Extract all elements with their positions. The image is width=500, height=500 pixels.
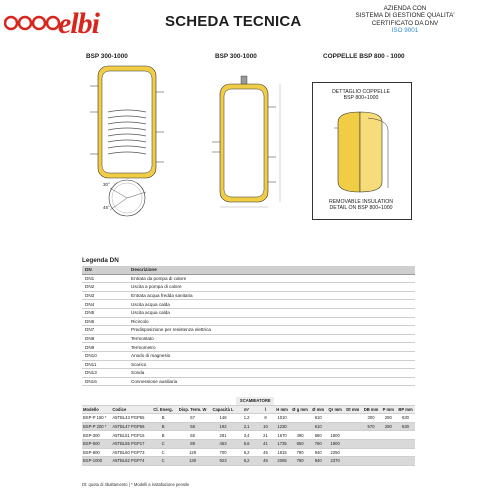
legend-dn-cell: DN3 [82,291,128,300]
spec-cell [396,457,415,466]
spec-cell: 790 [290,457,310,466]
spec-cell: 1230 [274,422,290,431]
spec-cell: 490 [290,431,310,440]
spec-cell: 45 [257,448,274,457]
spec-header-row [82,405,415,414]
spec-row [82,448,415,457]
spec-cell: 453 [210,439,237,448]
legend-dn-cell: DN5 [82,308,128,317]
spec-cell: 650 [290,439,310,448]
spec-cell [344,422,361,431]
spec-cell: 89 [176,439,210,448]
spec-cell: 1010 [274,414,290,423]
legend-title: Legenda DN [82,257,119,264]
spec-cell: 148 [210,414,237,423]
legend-dn-cell: DN8 [82,334,128,343]
spec-header-cell: Ø mm [310,405,326,414]
spec-cell: 281 [210,431,237,440]
spec-footnote: Dt: quota di ribaltamento | * Modelli a installazione pensile [82,482,190,487]
insulation-detail-line-3: REMOVABLE INSULATION [328,199,394,205]
legend-row [82,326,415,335]
spec-cell [326,422,344,431]
logo-circles-icon [4,12,60,34]
legend-desc-cell: Entrata da pompa di calore [128,274,415,283]
spec-cell [381,439,396,448]
spec-cell: 8 [257,414,274,423]
spec-cell: 2,1 [236,422,256,431]
spec-cell: 290 [381,414,396,423]
spec-cell: 1800 [326,431,344,440]
spec-cell [344,414,361,423]
spec-header-cell: H mm [274,405,290,414]
spec-cell: C [151,439,176,448]
insulation-detail-caption-bottom [312,199,410,212]
spec-header-cell: Ø g mm [290,405,310,414]
spec-cell: BSP-500 [82,439,111,448]
legend-dn-cell: DN13 [82,369,128,378]
angle-label-45: 45° [103,205,110,210]
legend-desc-cell: Entrata acqua fredda sanitaria [128,291,415,300]
spec-header-cell: Capacità L [210,405,237,414]
legend-dn-cell: DN11 [82,360,128,369]
spec-row [82,457,415,466]
spec-row [82,414,415,423]
spec-cell [344,431,361,440]
spec-header-cell: Modello [82,405,111,414]
spec-cell: 760 [310,439,326,448]
spec-header-cell: P mm [381,405,396,414]
spec-cell: 2065 [274,457,290,466]
legend-dn-cell: DN2 [82,283,128,292]
spec-cell: 41 [257,439,274,448]
insulation-detail-line-2: BSP 800÷1000 [343,95,379,102]
spec-cell [396,439,415,448]
spec-header-cell: BP mm [396,405,415,414]
spec-cell: BSP-300 [82,431,111,440]
legend-header-dn: DN [82,266,128,274]
spec-cell: 300 [361,414,380,423]
spec-header-cell: Dt mm [344,405,361,414]
spec-cell [361,457,380,466]
spec-cell: A5TBL43 PGP55 [111,414,150,423]
spec-cell: 45 [257,457,274,466]
legend-row [82,283,415,292]
legend-dn-cell: DN10 [82,351,128,360]
spec-header-scambiatore: SCAMBIATORE [236,397,274,405]
legend-row [82,369,415,378]
spec-cell: 630 [396,422,415,431]
spec-cell: BSP-P 150 * [82,414,111,423]
legend-desc-cell: Ricircolo [128,317,415,326]
spec-header-cell: Codice [111,405,150,414]
legend-row [82,300,415,309]
spec-header-cell: Qr mm [326,405,344,414]
spec-cell: 130 [176,457,210,466]
spec-cell [290,414,310,423]
spec-cell: A5TBL51 PGP15 [111,431,150,440]
legend-row [82,343,415,352]
spec-cell: 940 [310,448,326,457]
spec-cell: 6,2 [236,457,256,466]
spec-cell [361,431,380,440]
legend-row [82,377,415,386]
spec-cell: A5TBL60 PGP73 [111,448,150,457]
spec-cell: C [151,448,176,457]
spec-header-cell: l [257,405,274,414]
legend-dn-cell: DN4 [82,300,128,309]
spec-cell [396,431,415,440]
spec-cell: BSP-P 200 * [82,422,111,431]
spec-cell [381,457,396,466]
spec-cell [344,439,361,448]
company-line-1: AZIENDA CON [383,5,427,12]
legend-desc-cell: Connessione ausiliaria [128,377,415,386]
tank-dimension-drawing [208,62,288,212]
spec-cell: C [151,457,176,466]
spec-cell [361,448,380,457]
brand-logo-text: elbi [58,7,99,40]
diagram-middle-title: BSP 300-1000 [215,53,257,60]
spec-cell [381,448,396,457]
spec-header-cell: Cl. Energ. [151,405,176,414]
company-certification [335,5,475,35]
legend-desc-cell: Sonda [128,369,415,378]
spec-cell: BSP-1000 [82,457,111,466]
diagram-right-title: COPPELLE BSP 800 - 1000 [323,53,405,60]
tank-coil-drawing [86,62,178,220]
spec-cell: 940 [310,457,326,466]
legend-dn-cell: DN7 [82,326,128,335]
spec-header-cell: m² [236,405,256,414]
spec-cell: 58 [176,422,210,431]
legend-desc-cell: Uscita acqua calda [128,300,415,309]
spec-cell: 65 [176,431,210,440]
spec-cell: 1900 [326,439,344,448]
spec-row [82,439,415,448]
spec-cell: 1,2 [236,414,256,423]
legend-table [82,266,415,386]
spec-cell [344,457,361,466]
insulation-shell-drawing [330,108,392,196]
spec-cell: 1670 [274,431,290,440]
legend-row [82,360,415,369]
spec-cell [361,439,380,448]
spec-cell [344,448,361,457]
spec-cell: 6,2 [236,448,256,457]
legend-dn-cell: DN9 [82,343,128,352]
legend-desc-cell: Predisposizione per resistenza elettrica [128,326,415,335]
legend-desc-cell: Anodo di magnesio [128,351,415,360]
legend-row [82,317,415,326]
spec-cell: 923 [210,457,237,466]
spec-cell: B [151,414,176,423]
legend-desc-cell: Uscita acqua calda [128,308,415,317]
spec-header-cell: Disp. Term. W [176,405,210,414]
insulation-detail-line-1: DETTAGLIO COPPELLE [332,89,390,95]
company-line-3: CERTIFICATO DA DNV [371,19,439,27]
spec-cell: 21 [257,431,274,440]
spec-cell: 290 [381,422,396,431]
legend-dn-cell: DN16 [82,377,128,386]
spec-cell: 128 [176,448,210,457]
legend-dn-cell: DN6 [82,317,128,326]
legend-row [82,351,415,360]
spec-cell [396,448,415,457]
spec-cell: 700 [210,448,237,457]
legend-row [82,291,415,300]
spec-row [82,422,415,431]
spec-row [82,431,415,440]
insulation-detail-line-4: DETAIL ON BSP 800÷1000 [329,205,393,212]
spec-cell: A5TBL47 PGP56 [111,422,150,431]
spec-cell: 1815 [274,448,290,457]
spec-cell: 192 [210,422,237,431]
spec-cell: 57 [176,414,210,423]
spec-table [82,397,415,466]
spec-cell: 610 [310,422,326,431]
spec-cell: 630 [396,414,415,423]
company-line-2: SISTEMA DI GESTIONE QUALITA' [355,12,455,20]
spec-cell: A5TBL55 PGP17 [111,439,150,448]
spec-cell: A5TBL62 PGP74 [111,457,150,466]
angle-label-30: 30° [103,182,110,187]
spec-header-row-top [82,397,415,405]
spec-cell: 1735 [274,439,290,448]
legend-desc-cell: Termometro [128,343,415,352]
spec-cell: 790 [290,448,310,457]
spec-cell [290,422,310,431]
insulation-detail-caption-top [312,89,410,102]
legend-header-row [82,266,415,274]
diagram-left-title: BSP 300-1000 [86,53,128,60]
spec-cell: 610 [310,414,326,423]
legend-row [82,274,415,283]
spec-cell: 3,4 [236,431,256,440]
spec-cell: 660 [310,431,326,440]
spec-cell: B [151,422,176,431]
logo [4,12,60,34]
spec-cell: BSP-800 [82,448,111,457]
spec-header-cell: DB mm [361,405,380,414]
spec-cell: 2370 [326,457,344,466]
page-title: SCHEDA TECNICA [165,13,302,30]
legend-dn-cell: DN1 [82,274,128,283]
spec-cell: B [151,431,176,440]
iso-badge: ISO 9001 [391,27,419,35]
legend-desc-cell: Scarico [128,360,415,369]
spec-cell: 570 [361,422,380,431]
legend-desc-cell: Termostato [128,334,415,343]
legend-row [82,334,415,343]
spec-cell: 2250 [326,448,344,457]
spec-cell [326,414,344,423]
legend-desc-cell: Uscita a pompa di calore [128,283,415,292]
legend-header-desc: Descrizione [128,266,415,274]
spec-cell [381,431,396,440]
legend-row [82,308,415,317]
spec-cell: 5,6 [236,439,256,448]
spec-cell: 10 [257,422,274,431]
